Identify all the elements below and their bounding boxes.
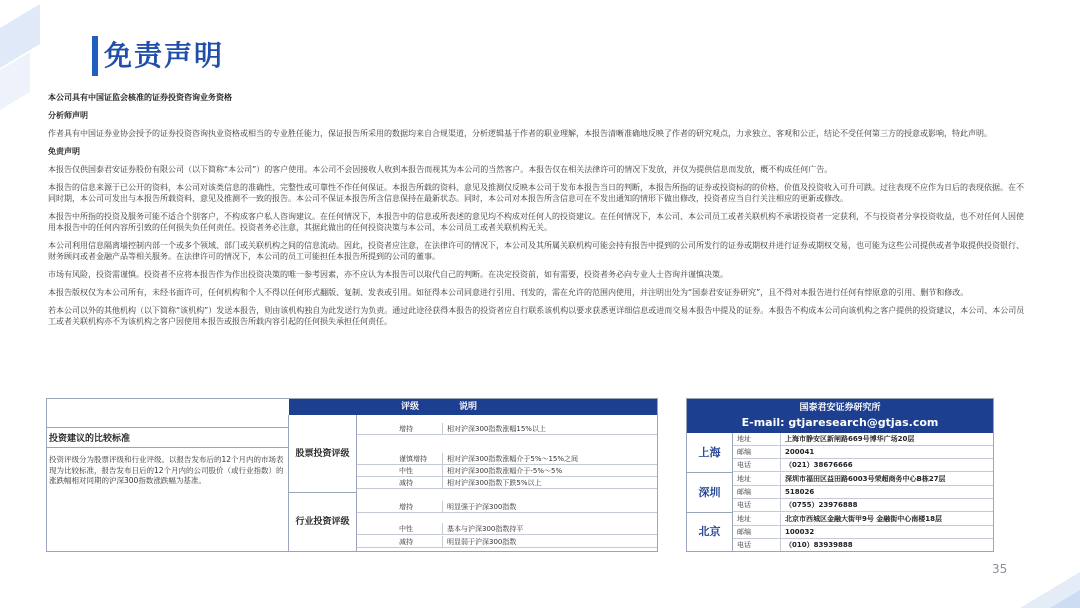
table-row [733,459,993,472]
rating-col-header: 评级 [289,399,443,415]
rating-standard-cell [47,415,289,551]
rating-desc: 相对沪深300指数下跌5%以上 [447,479,542,487]
contact-key: 邮编 [737,446,781,458]
contact-value: 200041 [785,448,815,456]
disclaimer-paragraph: 本报告仅供国泰君安证券股份有限公司（以下简称“本公司”）的客户使用。本公司不会因接收人收到本报告而视其为本公司的当然客户。本报告仅在相关法律许可的情况下发放，并仅为提供信息而发放，概不构成任何广告。 [48,165,833,174]
rating-value: 增持 [359,501,443,512]
rating-desc: 相对沪深300指数涨幅介于5%～15%之间 [447,455,579,463]
rating-table-header [47,399,657,415]
contact-value: （021）38676666 [785,461,853,469]
table-row [733,499,993,512]
contact-value: 深圳市福田区益田路6003号荣超商务中心B栋27层 [785,475,946,483]
contact-value: （0755）23976888 [785,501,858,509]
rating-desc: 明显强于沪深300指数 [447,503,517,511]
contact-key: 邮编 [737,486,781,498]
industry-rating-label: 行业投资评级 [289,493,357,551]
table-row [357,423,657,435]
city-beijing: 北京 [687,513,733,551]
disclaimer-paragraph: 若本公司以外的其他机构（以下简称“该机构”）发送本报告，则由该机构独自为此发送行为负责。通过此途径获得本报告的投资者应自行联系该机构以要求获悉更详细信息或进而交易本报告中提及的证券。本报告不构成本公司向该机构之客户提供的投资建议，本公司、本公司员工或者关联机构亦不为该机构之客户因使用本报告或报告所载内容引起的任何损失承担任何责任。 [48,306,1025,326]
contact-email: E-mail: gtjaresearch@gtjas.com [741,416,939,429]
title-accent-bar [92,36,98,76]
table-row [357,536,657,548]
rating-value: 谨慎增持 [359,453,443,464]
rating-standard-title: 投资建议的比较标准 [47,427,288,448]
rating-standard-table [46,398,658,552]
page-number: 35 [992,562,1008,576]
contact-value: 518026 [785,488,815,496]
contact-key: 电话 [737,459,781,471]
contact-key: 地址 [737,433,781,445]
institute-name: 国泰君安证券研究所 [799,403,881,413]
contact-value: 100032 [785,528,815,536]
city-shanghai: 上海 [687,433,733,473]
analyst-statement-text: 作者具有中国证券业协会授予的证券投资咨询执业资格或相当的专业胜任能力，保证报告所采用的数据均来自合规渠道，分析逻辑基于作者的职业理解，本报告清晰准确地反映了作者的研究观点，力求独立、客观和公正，结论不受任何第三方的授意或影响，特此声明。 [48,129,992,138]
table-row [733,526,993,539]
table-row [357,523,657,535]
rating-value: 减持 [359,536,443,547]
rating-desc: 相对沪深300指数涨幅介于-5%～5% [447,467,563,475]
table-row [733,446,993,459]
table-row [357,453,657,465]
description-col-header: 说明 [443,399,657,415]
rating-value: 增持 [359,423,443,434]
rating-desc: 基本与沪深300指数持平 [447,525,524,533]
contact-value: （010）83939888 [785,541,853,549]
contact-value: 上海市静安区新闸路669号博华广场20层 [785,435,915,443]
city-shenzhen: 深圳 [687,473,733,513]
corner-decoration [900,552,1080,608]
disclaimer-paragraph: 本报告中所指的投资及服务可能不适合个别客户，不构成客户私人咨询建议。在任何情况下，本报告中的信息或所表述的意见均不构成对任何人的投资建议。在任何情况下，本公司、本公司员工或者关联机构不承诺投资者一定获利，不与投资者分享投资收益，也不对任何人因使用本报告中的任何内容所引致的任何损失负任何责任。投资者务必注意，其据此做出的任何投资决策与本公司、本公司员工或者关联机构无关。 [48,212,1024,232]
contact-key: 电话 [737,539,781,551]
contact-key: 地址 [737,513,781,525]
table-row [357,465,657,477]
table-row [357,477,657,489]
rating-value: 中性 [359,465,443,476]
table-row [733,513,993,526]
disclaimer-paragraph: 本报告的信息来源于已公开的资料，本公司对该类信息的准确性、完整性或可靠性不作任何保证。本报告所载的资料、意见及推测仅反映本公司于发布本报告当日的判断，本报告所指的证券或投资标的的价格、价值及投资收入可升可跌。过往表现不应作为日后的表现依据。在不同时期，本公司可发出与本报告所载资料、意见及推测不一致的报告。本公司不保证本报告所含信息保持在最新状态。同时，本公司对本报告所含信息可在不发出通知的情形下做出修改，投资者应当自行关注相应的更新或修改。 [48,183,1024,203]
rating-desc: 明显弱于沪深300指数 [447,538,517,546]
disclaimer-paragraph: 本报告版权仅为本公司所有，未经书面许可，任何机构和个人不得以任何形式翻版、复制、发表或引用。如征得本公司同意进行引用、刊发的，需在允许的范围内使用，并注明出处为“国泰君安证券研究”，且不得对本报告进行任何有悖原意的引用、删节和修改。 [48,288,969,297]
rating-desc: 相对沪深300指数涨幅15%以上 [447,425,546,433]
contact-key: 电话 [737,499,781,511]
rating-value: 减持 [359,477,443,488]
contact-value: 北京市西城区金融大街甲9号 金融街中心南楼18层 [785,515,943,523]
table-row [733,473,993,486]
disclaimer-body [48,92,1030,334]
disclaimer-paragraph: 本公司利用信息隔离墙控制内部一个或多个领域、部门或关联机构之间的信息流动。因此，投资者应注意，在法律许可的情况下，本公司及其所属关联机构可能会持有报告中提到的公司所发行的证券或期权并进行证券或期权交易，也可能为这些公司提供或者争取提供投资银行、财务顾问或者金融产品等相关服务。在法律许可的情况下，本公司的员工可能担任本报告所提到的公司的董事。 [48,241,1024,261]
table-row [733,433,993,446]
qualification-heading: 本公司具有中国证监会核准的证券投资咨询业务资格 [48,93,232,102]
contact-key: 地址 [737,473,781,485]
analyst-statement-heading: 分析师声明 [48,111,88,120]
table-row [733,486,993,499]
contact-table [686,398,994,552]
rating-value: 中性 [359,523,443,534]
contact-header [687,399,993,433]
disclaimer-heading: 免责声明 [48,147,80,156]
disclaimer-paragraph: 市场有风险，投资需谨慎。投资者不应将本报告作为作出投资决策的唯一参考因素，亦不应认为本报告可以取代自己的判断。在决定投资前，如有需要，投资者务必向专业人士咨询并谨慎决策。 [48,270,728,279]
rating-standard-desc: 投资评级分为股票评级和行业评级。以报告发布后的12个月内的市场表现为比较标准，报告发布日后的12个月内的公司股价（或行业指数）的涨跌幅相对同期的沪深300指数涨跌幅为基准。 [49,455,284,485]
table-row [357,501,657,513]
contact-key: 邮编 [737,526,781,538]
table-row [733,539,993,552]
page-title: 免责声明 [104,39,225,72]
stock-rating-label: 股票投资评级 [289,415,357,493]
